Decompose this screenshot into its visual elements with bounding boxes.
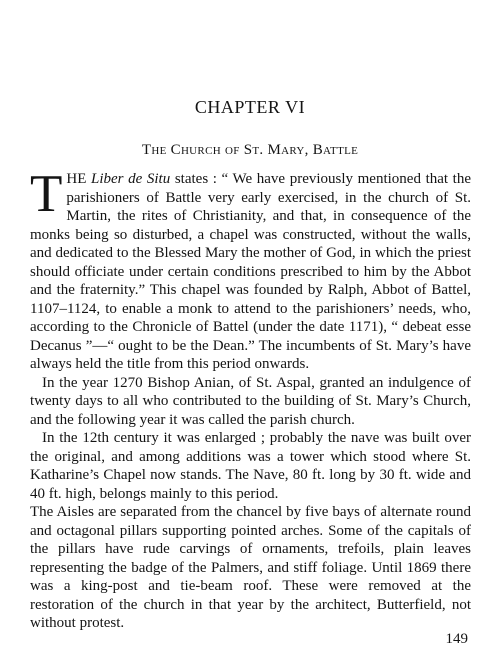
page-number: 149: [445, 631, 468, 647]
drop-cap: T: [30, 165, 63, 223]
paragraph-1-lead: HE: [66, 171, 91, 187]
paragraph-1-text: states : “ We have previously mentioned that the parishioners of Battle very early exercised, in the church of St. Martin, the rites of Christianity, and that, in consequence of the monks being so disturbed, a chapel was constructed, without the walls, and dedicated to the Blessed Mary the mother of God, in which the priest should officiate under certain conditions prescribed to him by the Abbot and the fraternity.” This chapel was founded by Ralph, Abbot of Battel, 1107–1124, to enable a monk to attend to the parishioners’ needs, who, according to the Chronicle of Battel (under the date 1171), “ debeat esse Decanus ”—“ ought to be the Dean.” The incumbents of St. Mary’s have always held the title from this period onwards.: [30, 171, 471, 372]
paragraph-3: In the 12th century it was enlarged ; probably the nave was built over the original, and among additions was a tower which stood where St. Katharine’s Chapel now stands. The Nave, 80 ft. long by 30 ft. wide and 40 ft. high, belongs mainly to this period.: [30, 430, 471, 502]
chapter-heading: CHAPTER VI: [194, 97, 306, 117]
chapter-title: The Church of St. Mary, Battle: [141, 142, 359, 158]
book-title-italic: Liber de Situ: [90, 171, 171, 187]
paragraph-1: [30, 165, 471, 374]
body-text: [30, 165, 471, 633]
paragraph-4: The Aisles are separated from the chancel by five bays of alternate round and octagonal pillars supporting pointed arches. Some of the capitals of the pillars have rude carvings of ornaments, trefoils, plain leaves representing the badge of the Palmers, and stiff foliage. Until 1869 there was a king-post and tie-beam roof. These were removed at the restoration of the church in that year by the architect, Butterfield, not without protest.: [30, 504, 471, 631]
paragraph-2: In the year 1270 Bishop Anian, of St. Aspal, granted an indulgence of twenty days to all who contributed to the building of St. Mary’s Church, and the following year it was called the parish church.: [30, 374, 471, 428]
